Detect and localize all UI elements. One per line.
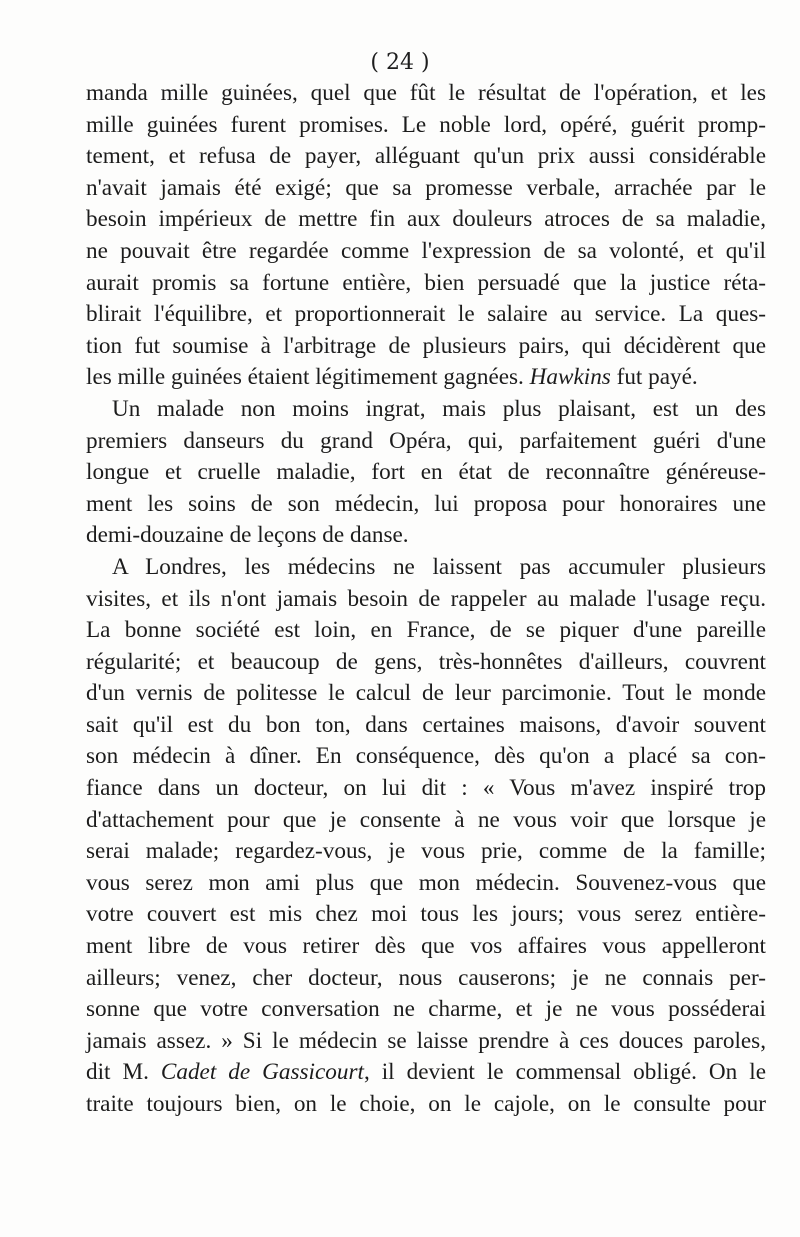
text-line: sait qu'il est du bon ton, dans certaines maisons, d'avoir souvent <box>86 711 766 738</box>
body-text <box>86 78 766 1121</box>
text-segment: fut payé. <box>610 364 698 391</box>
text-line <box>86 1057 766 1089</box>
text-segment: les mille guinées étaient légitimement gagnées. <box>86 364 530 391</box>
text-line: ment libre de vous retirer dès que vos affaires vous appelleront <box>86 933 766 960</box>
text-line: Un malade non moins ingrat, mais plus plaisant, est un des <box>112 395 766 422</box>
text-line: régularité; et beaucoup de gens, très-honnêtes d'ailleurs, couvrent <box>86 648 766 675</box>
italic-name: Hawkins <box>529 364 611 391</box>
text-line: premiers danseurs du grand Opéra, qui, parfaitement guéri d'une <box>86 427 766 454</box>
text-line: longue et cruelle maladie, fort en état de reconnaître généreuse- <box>86 459 766 486</box>
text-line: demi-douzaine de leçons de danse. <box>86 522 409 549</box>
text-line <box>86 362 766 394</box>
text-line: votre couvert est mis chez moi tous les jours; vous serez entière- <box>86 901 766 928</box>
text-line: d'attachement pour que je consente à ne vous voir que lorsque je <box>86 806 766 833</box>
text-line: serai malade; regardez-vous, je vous prie, comme de la famille; <box>86 838 766 865</box>
text-line: sonne que votre conversation ne charme, et je ne vous posséderai <box>86 996 766 1023</box>
italic-name: Cadet de Gassicourt <box>160 1059 364 1086</box>
page-number: ( 24 ) <box>370 50 430 75</box>
text-line: A Londres, les médecins ne laissent pas accumuler plusieurs <box>112 553 766 580</box>
text-line: son médecin à dîner. En conséquence, dès qu'on a placé sa con- <box>86 743 766 770</box>
text-line: vous serez mon ami plus que mon médecin. Souvenez-vous que <box>86 869 766 896</box>
text-line: La bonne société est loin, en France, de se piquer d'une pareille <box>86 617 766 644</box>
text-line: tement, et refusa de payer, alléguant qu'un prix aussi considérable <box>86 143 766 170</box>
text-line: blirait l'équilibre, et proportionnerait le salaire au service. La ques- <box>86 301 766 328</box>
text-line: ailleurs; venez, cher docteur, nous causerons; je ne connais per- <box>86 964 766 991</box>
text-line: aurait promis sa fortune entière, bien persuadé que la justice réta- <box>86 269 766 296</box>
text-segment: dit M. <box>86 1059 161 1086</box>
text-line: n'avait jamais été exigé; que sa promesse verbale, arrachée par le <box>86 174 766 201</box>
text-line: besoin impérieux de mettre fin aux douleurs atroces de sa maladie, <box>86 206 766 233</box>
text-line: mille guinées furent promises. Le noble lord, opéré, guérit promp- <box>86 111 766 138</box>
text-line: d'un vernis de politesse le calcul de leur parcimonie. Tout le monde <box>86 680 766 707</box>
text-line: tion fut soumise à l'arbitrage de plusieurs pairs, qui décidèrent que <box>86 332 766 359</box>
text-segment: , il devient le commensal obligé. On le <box>363 1059 766 1086</box>
text-line: traite toujours bien, on le choie, on le cajole, on le consulte pour <box>86 1091 766 1117</box>
text-line: jamais assez. » Si le médecin se laisse prendre à ces douces paroles, <box>86 1027 766 1054</box>
text-line: ne pouvait être regardée comme l'expression de sa volonté, et qu'il <box>86 237 766 264</box>
text-line: ment les soins de son médecin, lui proposa pour honoraires une <box>86 490 766 517</box>
text-line: fiance dans un docteur, on lui dit : « Vous m'avez inspiré trop <box>86 775 766 802</box>
text-line: visites, et ils n'ont jamais besoin de rappeler au malade l'usage reçu. <box>86 585 766 612</box>
text-line: manda mille guinées, quel que fût le résultat de l'opération, et les <box>86 80 766 106</box>
